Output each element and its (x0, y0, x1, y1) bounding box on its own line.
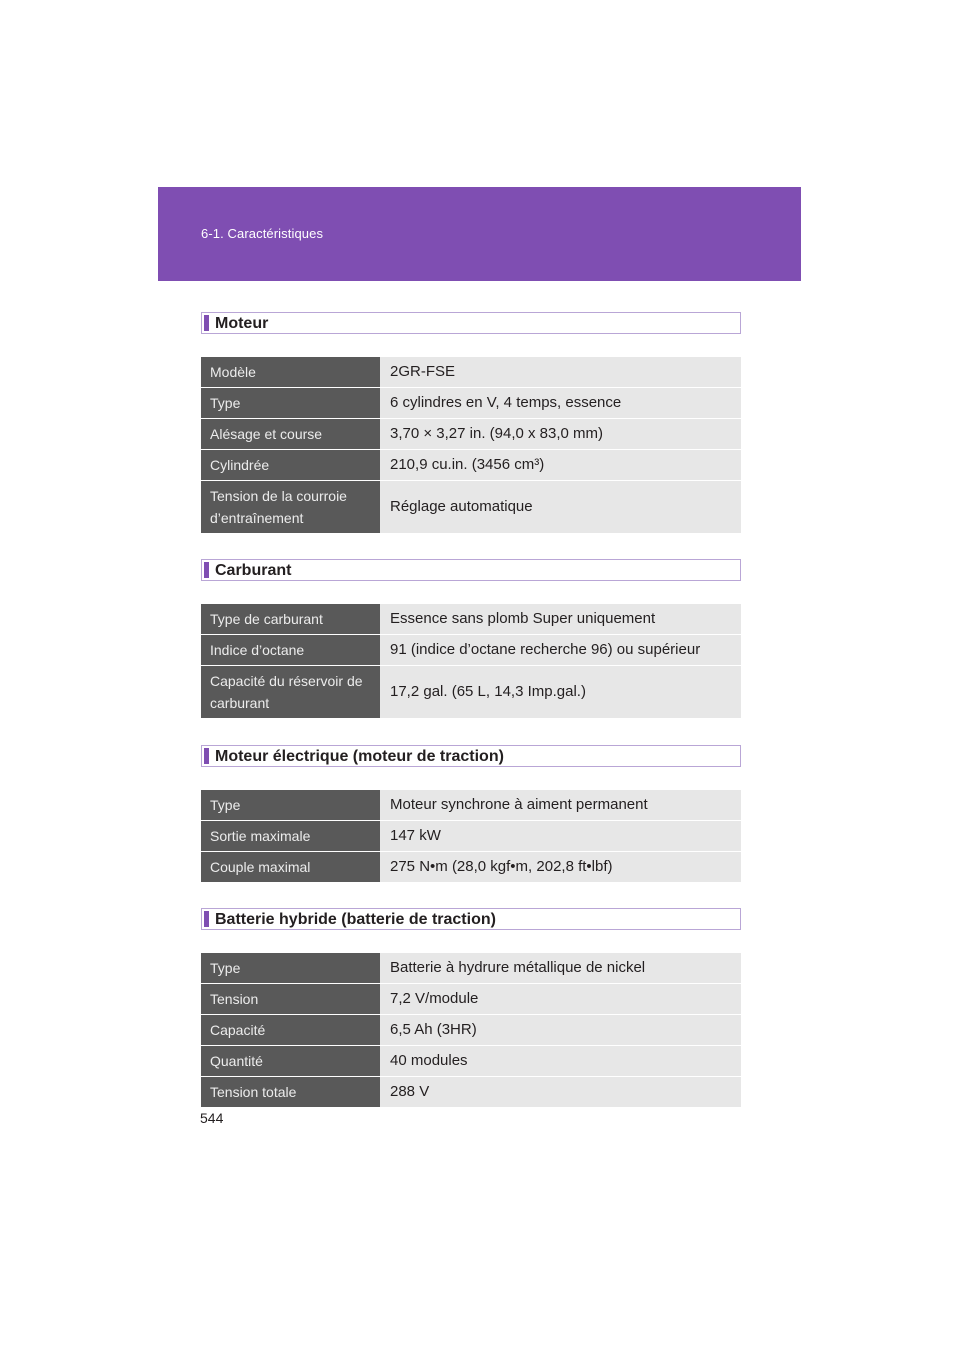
table-row (201, 666, 741, 718)
row-label: Type (201, 790, 380, 820)
section-batterie (201, 908, 741, 1108)
row-value: Moteur synchrone à aiment permanent (380, 790, 741, 820)
row-value: 17,2 gal. (65 L, 14,3 Imp.gal.) (380, 666, 741, 718)
title-accent-bar (204, 315, 209, 331)
row-value: Essence sans plomb Super uniquement (380, 604, 741, 634)
section-title-text: Batterie hybride (batterie de traction) (215, 911, 496, 928)
row-value: 288 V (380, 1077, 741, 1107)
row-label: Quantité (201, 1046, 380, 1076)
table-row (201, 388, 741, 418)
row-value: 40 modules (380, 1046, 741, 1076)
table-row (201, 419, 741, 449)
table-row (201, 790, 741, 820)
row-value: 275 N•m (28,0 kgf•m, 202,8 ft•lbf) (380, 852, 741, 882)
row-label: Couple maximal (201, 852, 380, 882)
table-row (201, 450, 741, 480)
row-label: Cylindrée (201, 450, 380, 480)
title-accent-bar (204, 748, 209, 764)
section-moteur (201, 312, 741, 534)
section-title-text: Moteur électrique (moteur de traction) (215, 748, 504, 765)
table-row (201, 1015, 741, 1045)
page-number: 544 (200, 1110, 224, 1126)
section-title-moteur (201, 312, 741, 334)
table-row (201, 984, 741, 1014)
title-accent-bar (204, 562, 209, 578)
spec-table-moteur-electrique (201, 789, 741, 883)
table-row (201, 821, 741, 851)
table-row (201, 635, 741, 665)
row-label: Type (201, 953, 380, 983)
row-label: Tension de la courroie d’entraînement (201, 481, 380, 533)
row-value: 7,2 V/module (380, 984, 741, 1014)
spec-table-batterie (201, 952, 741, 1108)
section-title-carburant (201, 559, 741, 581)
section-title-text: Carburant (215, 562, 292, 579)
row-value: 210,9 cu.in. (3456 cm³) (380, 450, 741, 480)
table-row (201, 604, 741, 634)
section-moteur-electrique (201, 745, 741, 883)
header-band (158, 187, 801, 281)
title-accent-bar (204, 911, 209, 927)
row-value: 6,5 Ah (3HR) (380, 1015, 741, 1045)
row-value: 2GR-FSE (380, 357, 741, 387)
section-title-batterie (201, 908, 741, 930)
row-value: Batterie à hydrure métallique de nickel (380, 953, 741, 983)
spec-table-moteur (201, 356, 741, 534)
row-label: Tension (201, 984, 380, 1014)
section-title-text: Moteur (215, 315, 269, 332)
table-row (201, 357, 741, 387)
row-label: Alésage et course (201, 419, 380, 449)
row-value: 3,70 × 3,27 in. (94,0 x 83,0 mm) (380, 419, 741, 449)
row-value: 147 kW (380, 821, 741, 851)
spec-table-carburant (201, 603, 741, 719)
row-label: Modèle (201, 357, 380, 387)
row-label: Capacité (201, 1015, 380, 1045)
table-row (201, 852, 741, 882)
section-carburant (201, 559, 741, 719)
table-row (201, 1046, 741, 1076)
table-row (201, 481, 741, 533)
row-value: 6 cylindres en V, 4 temps, essence (380, 388, 741, 418)
row-label: Type (201, 388, 380, 418)
table-row (201, 953, 741, 983)
row-label: Capacité du réservoir de carburant (201, 666, 380, 718)
row-label: Tension totale (201, 1077, 380, 1107)
section-title-moteur-electrique (201, 745, 741, 767)
row-value: Réglage automatique (380, 481, 741, 533)
table-row (201, 1077, 741, 1107)
row-value: 91 (indice d’octane recherche 96) ou supérieur (380, 635, 741, 665)
row-label: Sortie maximale (201, 821, 380, 851)
row-label: Type de carburant (201, 604, 380, 634)
section-breadcrumb: 6-1. Caractéristiques (201, 226, 324, 241)
row-label: Indice d’octane (201, 635, 380, 665)
